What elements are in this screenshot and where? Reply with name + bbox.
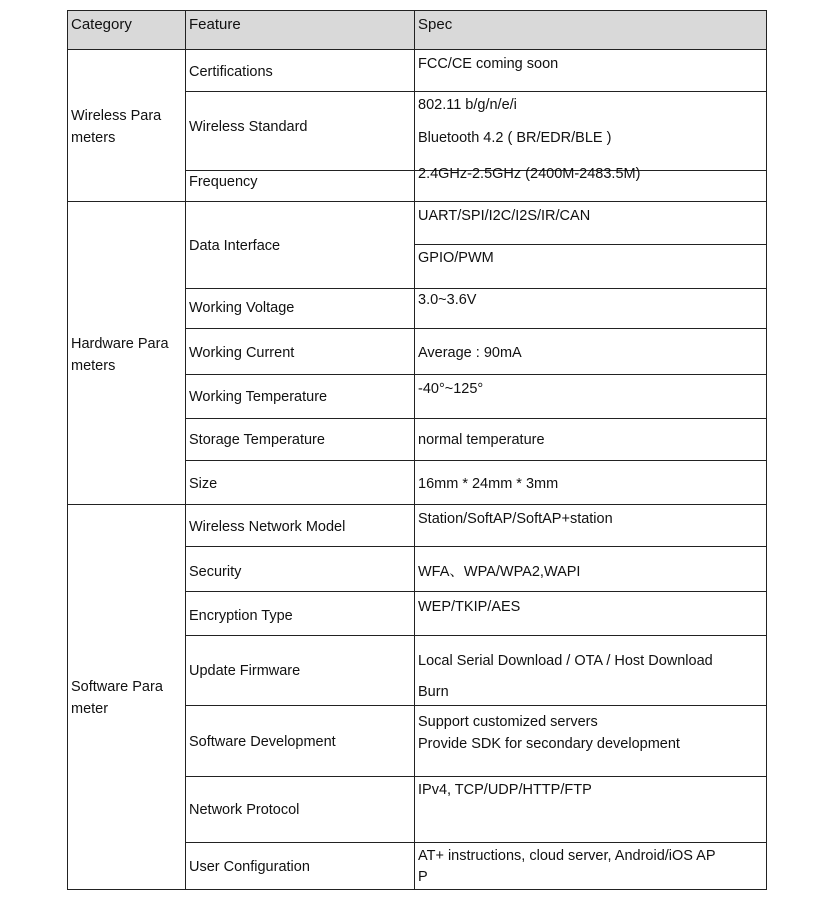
spec-wireless-standard-line-1: 802.11 b/g/n/e/i [418, 97, 517, 113]
border-left [67, 10, 68, 890]
row-divider [185, 91, 767, 92]
spec-storage-temperature: normal temperature [418, 432, 545, 448]
header-spec: Spec [418, 16, 453, 33]
row-divider [185, 635, 767, 636]
row-divider [414, 244, 767, 245]
spec-working-voltage: 3.0~3.6V [418, 292, 477, 308]
spec-user-configuration-line-2: P [418, 869, 428, 885]
spec-data-interface-line-1: UART/SPI/I2C/I2S/IR/CAN [418, 208, 591, 224]
row-divider [185, 460, 767, 461]
spec-size: 16mm * 24mm * 3mm [418, 476, 559, 492]
feature-software-development: Software Development [189, 734, 336, 750]
feature-certifications: Certifications [189, 64, 273, 80]
row-divider [185, 591, 767, 592]
spec-update-firmware-line-2: Burn [418, 684, 449, 700]
spec-working-temperature: -40°~125° [418, 381, 484, 397]
spec-software-development-line-1: Support customized servers [418, 714, 598, 730]
spec-network-protocol: IPv4, TCP/UDP/HTTP/FTP [418, 782, 592, 798]
border-bottom [67, 889, 767, 890]
row-divider [67, 49, 767, 50]
feature-working-voltage: Working Voltage [189, 300, 295, 316]
spec-user-configuration-line-1: AT+ instructions, cloud server, Android/iOS AP [418, 848, 716, 864]
row-divider [185, 418, 767, 419]
row-divider [185, 705, 767, 706]
spec-table [67, 10, 767, 890]
spec-frequency: 2.4GHz-2.5GHz (2400M-2483.5M) [418, 166, 641, 182]
row-divider [185, 842, 767, 843]
feature-working-temperature: Working Temperature [189, 389, 328, 405]
spec-wireless-network-model: Station/SoftAP/SoftAP+station [418, 511, 613, 527]
row-divider [185, 546, 767, 547]
spec-update-firmware-line-1: Local Serial Download / OTA / Host Download [418, 653, 713, 669]
feature-wireless-standard: Wireless Standard [189, 119, 308, 135]
header-category: Category [71, 16, 132, 33]
spec-software-development-line-2: Provide SDK for secondary development [418, 736, 680, 752]
category-hardware-line-2: meters [71, 358, 116, 374]
spec-data-interface-line-2: GPIO/PWM [418, 250, 494, 266]
spec-security: WFA、WPA/WPA2,WAPI [418, 564, 581, 580]
feature-user-configuration: User Configuration [189, 859, 310, 875]
column-divider-1 [185, 10, 186, 890]
feature-storage-temperature: Storage Temperature [189, 432, 325, 448]
feature-working-current: Working Current [189, 345, 295, 361]
feature-update-firmware: Update Firmware [189, 663, 301, 679]
feature-wireless-network-model: Wireless Network Model [189, 519, 346, 535]
feature-network-protocol: Network Protocol [189, 802, 300, 818]
category-hardware-line-1: Hardware Para [71, 336, 169, 352]
border-top [67, 10, 767, 11]
header-feature: Feature [189, 16, 241, 33]
row-divider [185, 776, 767, 777]
feature-security: Security [189, 564, 242, 580]
feature-size: Size [189, 476, 218, 492]
row-divider [67, 201, 767, 202]
spec-wireless-standard-line-2: Bluetooth 4.2 ( BR/EDR/BLE ) [418, 130, 612, 146]
header-row [67, 10, 767, 49]
row-divider [67, 504, 767, 505]
category-software-line-2: meter [71, 701, 109, 717]
category-software-line-1: Software Para [71, 679, 163, 695]
feature-encryption-type: Encryption Type [189, 608, 293, 624]
spec-certifications: FCC/CE coming soon [418, 56, 559, 72]
column-divider-2 [414, 10, 415, 890]
feature-frequency: Frequency [189, 174, 258, 190]
row-divider [185, 374, 767, 375]
category-wireless-line-1: Wireless Para [71, 108, 162, 124]
spec-encryption-type: WEP/TKIP/AES [418, 599, 521, 615]
feature-data-interface: Data Interface [189, 238, 281, 254]
category-wireless-line-2: meters [71, 130, 116, 146]
spec-working-current: Average : 90mA [418, 345, 522, 361]
row-divider [185, 328, 767, 329]
border-right [766, 10, 767, 890]
